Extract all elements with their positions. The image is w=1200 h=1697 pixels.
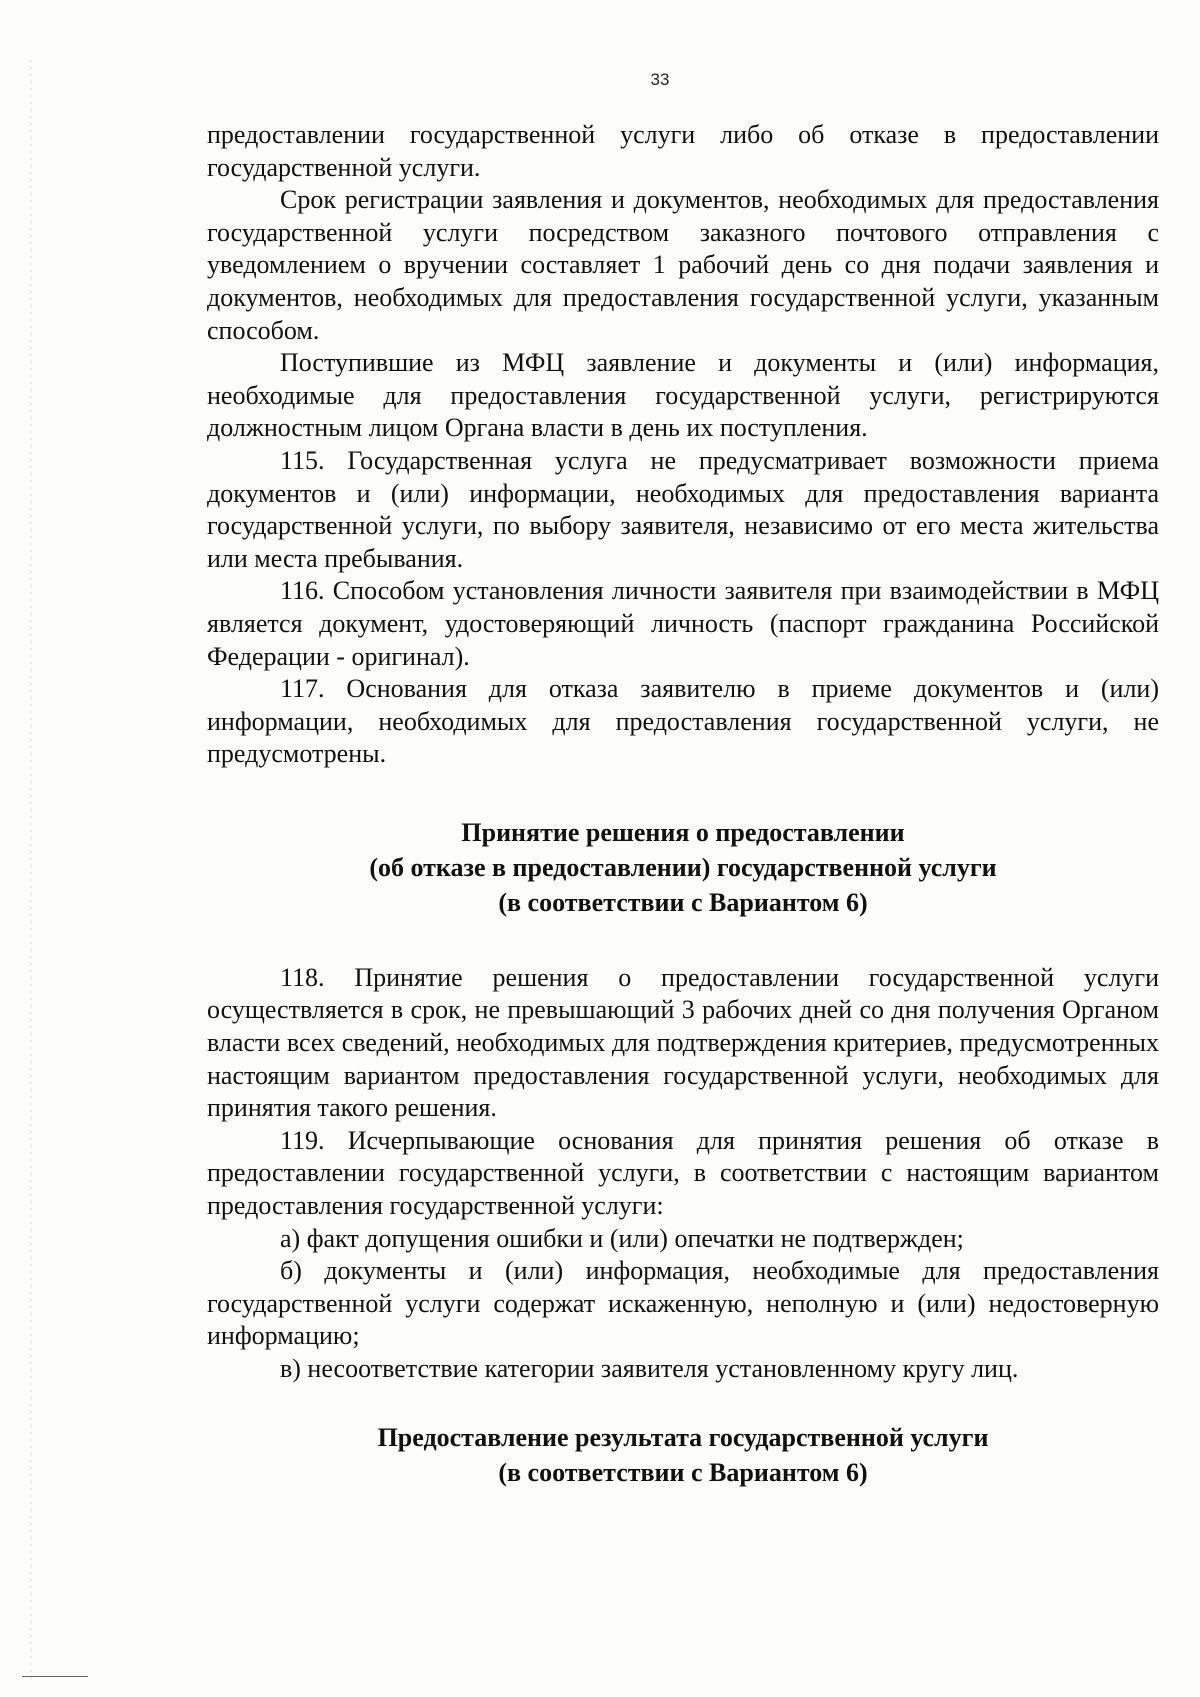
paragraph-continuation: предоставлении государственной услуги либо об отказе в предоставлении государственной услуги.: [207, 120, 1159, 182]
paragraph-116: 116. Способом установления личности заявителя при взаимодействии в МФЦ является документ, удостоверяющий личность (паспорт гражданина Российской Федерации - оригинал).: [207, 576, 1159, 671]
paragraph-119-c: в) несоответствие категории заявителя установленному кругу лиц.: [280, 1354, 1019, 1383]
paragraph-115: 115. Государственная услуга не предусматривает возможности приема документов и (или) информации, необходимых для предоставления варианта государственной услуги, по выбору заявителя, независимо от его места жительства или места пребывания.: [207, 445, 1159, 573]
paragraph-registration-term: Срок регистрации заявления и документов, необходимых для предоставления государственной услуги посредством заказного почтового отправления с уведомлением о вручении составляет 1 рабочий день со дня подачи заявления и документов, необходимых для предоставления государственной услуги, указанным способом.: [207, 185, 1159, 345]
heading-line: (в соответствии с Вариантом 6): [498, 887, 868, 917]
page-number: 33: [650, 70, 670, 89]
paragraph-119-b: б) документы и (или) информация, необходимые для предоставления государственной услуги содержат искаженную, неполную и (или) недостоверную информацию;: [207, 1256, 1159, 1351]
heading-line: Предоставление результата государственной услуги: [377, 1422, 989, 1452]
heading-line: (об отказе в предоставлении) государственной услуги: [369, 852, 997, 882]
spacer: [207, 771, 1159, 815]
paragraph-117: 117. Основания для отказа заявителю в приеме документов и (или) информации, необходимых для предоставления государственной услуги, не предусмотрены.: [207, 674, 1159, 769]
paragraph-119-a: а) факт допущения ошибки и (или) опечатки не подтвержден;: [280, 1223, 964, 1253]
spacer: [207, 1386, 1159, 1420]
section-heading-decision: [207, 815, 1159, 920]
heading-line: Принятие решения о предоставлении: [461, 817, 905, 847]
document-body: [207, 119, 1159, 1490]
section-heading-result: [207, 1420, 1159, 1490]
scan-margin-artifact: [30, 60, 32, 1680]
paragraph-118: 118. Принятие решения о предоставлении государственной услуги осуществляется в срок, не превышающий 3 рабочих дней со дня получения Органом власти всех сведений, необходимых для подтверждения критериев, предусмотренных настоящим вариантом предоставления государственной услуги, необходимых для принятия такого решения.: [207, 962, 1159, 1123]
spacer: [207, 920, 1159, 962]
paragraph-119: 119. Исчерпывающие основания для принятия решения об отказе в предоставлении государственной услуги, в соответствии с настоящим вариантом предоставления государственной услуги:: [207, 1125, 1159, 1221]
scan-corner-mark: [22, 1676, 88, 1677]
heading-line: (в соответствии с Вариантом 6): [498, 1457, 868, 1487]
paragraph-mfc-documents: Поступившие из МФЦ заявление и документы и (или) информация, необходимые для предоставления государственной услуги, регистрируются должностным лицом Органа власти в день их поступления.: [207, 348, 1159, 443]
